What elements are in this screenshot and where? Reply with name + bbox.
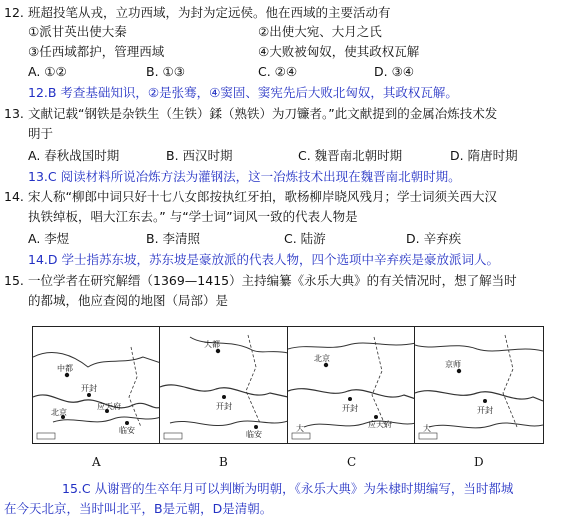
q14-option-d: D. 辛弃疾 bbox=[406, 231, 462, 246]
map-d-label-1: 京师 bbox=[445, 360, 461, 369]
q13-option-a: A. 春秋战国时期 bbox=[28, 148, 120, 163]
q14-number: 14. bbox=[4, 189, 24, 204]
q12-item-1: ①派甘英出使大秦 bbox=[28, 24, 127, 39]
q12-option-b: B. ①③ bbox=[146, 64, 185, 79]
q12-option-c: C. ②④ bbox=[258, 64, 298, 79]
q14-option-c: C. 陆游 bbox=[284, 231, 326, 246]
map-a-label-2: 开封 bbox=[81, 384, 97, 393]
map-b-label-2: 开封 bbox=[216, 402, 232, 411]
map-b-caption: B bbox=[219, 455, 228, 469]
map-a bbox=[32, 326, 162, 444]
q12-item-2: ②出使大宛、大月之氏 bbox=[258, 24, 382, 39]
q13-stem-text: 文献记载“钢铁是杂铁生（生铁）鍒（熟铁）为刀镰者。”此文献提到的金属冶炼技术发 bbox=[28, 106, 498, 121]
q13-number: 13. bbox=[4, 106, 24, 121]
q12-option-a: A. ①② bbox=[28, 64, 67, 79]
q13-answer: 13.C 阅读材料所说冶炼方法为灌钢法，这一冶炼技术出现在魏晋南北朝时期。 bbox=[28, 169, 461, 184]
map-a-label-1: 中都 bbox=[57, 364, 73, 373]
q13-stem-line2: 明于 bbox=[28, 126, 54, 141]
q14-stem-line1 bbox=[4, 188, 497, 206]
map-b bbox=[159, 326, 289, 444]
q15-stem-text: 一位学者在研究解缙（1369—1415）主持编纂《永乐大典》的有关情况时，想了解当时 bbox=[28, 273, 517, 288]
q12-option-d: D. ③④ bbox=[374, 64, 414, 79]
map-d-caption: D bbox=[474, 455, 484, 469]
q13-option-b: B. 西汉时期 bbox=[166, 148, 233, 163]
q13-option-d: D. 隋唐时期 bbox=[450, 148, 518, 163]
q12-stem bbox=[4, 4, 391, 22]
q12-number: 12. bbox=[4, 5, 24, 20]
map-d-label-2: 开封 bbox=[477, 406, 493, 415]
map-b-label-1: 大都 bbox=[204, 340, 220, 349]
q15-answer-line1: 15.C 从谢晋的生卒年月可以判断为明朝，《永乐大典》为朱棣时期编写，当时都城 bbox=[62, 481, 514, 496]
map-d-label-3: 大 bbox=[423, 424, 431, 433]
q14-answer: 14.D 学士指苏东坡，苏东坡是豪放派的代表人物，四个选项中辛弃疾是豪放派词人。 bbox=[28, 252, 499, 267]
map-b-label-3: 临安 bbox=[246, 430, 262, 439]
q12-item-3: ③任西域都护，管理西域 bbox=[28, 44, 165, 59]
q13-stem-line1 bbox=[4, 105, 497, 123]
q15-stem-line1 bbox=[4, 272, 517, 290]
q14-stem-text: 宋人称“柳郎中词只好十七八女郎按执红牙拍，歌杨柳岸晓风残月；学士词须关西大汉 bbox=[28, 189, 497, 204]
map-c bbox=[287, 326, 417, 444]
map-c-label-1: 北京 bbox=[314, 354, 330, 363]
q12-answer: 12.B 考查基础知识，②是张骞，④窦固、窦宪先后大败北匈奴，其政权瓦解。 bbox=[28, 85, 458, 100]
q15-answer-line2: 在今天北京，当时叫北平，B是元朝，D是清朝。 bbox=[4, 501, 273, 516]
map-d bbox=[414, 326, 544, 444]
map-a-label-3: 应天府 bbox=[97, 402, 121, 411]
q15-number: 15. bbox=[4, 273, 24, 288]
map-c-label-2: 开封 bbox=[342, 404, 358, 413]
map-c-caption: C bbox=[347, 455, 357, 469]
map-a-label-4: 北京 bbox=[51, 408, 67, 417]
q14-option-b: B. 李清照 bbox=[146, 231, 201, 246]
q14-stem-line2: 执铁绰板，唱大江东去。” 与“学士词”词风一致的代表人物是 bbox=[28, 209, 358, 224]
q13-option-c: C. 魏晋南北朝时期 bbox=[298, 148, 403, 163]
q15-stem-line2: 的都城，他应查阅的地图（局部）是 bbox=[28, 293, 229, 308]
q12-item-4: ④大败被匈奴，使其政权瓦解 bbox=[258, 44, 420, 59]
map-c-label-3: 应天府 bbox=[368, 420, 392, 429]
map-a-label-5: 临安 bbox=[119, 426, 135, 435]
map-a-caption: A bbox=[92, 455, 101, 469]
q12-stem-text: 班超投笔从戎，立功西域，为封为定远侯。他在西域的主要活动有 bbox=[28, 5, 391, 20]
map-c-label-4: 大 bbox=[296, 424, 304, 433]
q14-option-a: A. 李煜 bbox=[28, 231, 70, 246]
